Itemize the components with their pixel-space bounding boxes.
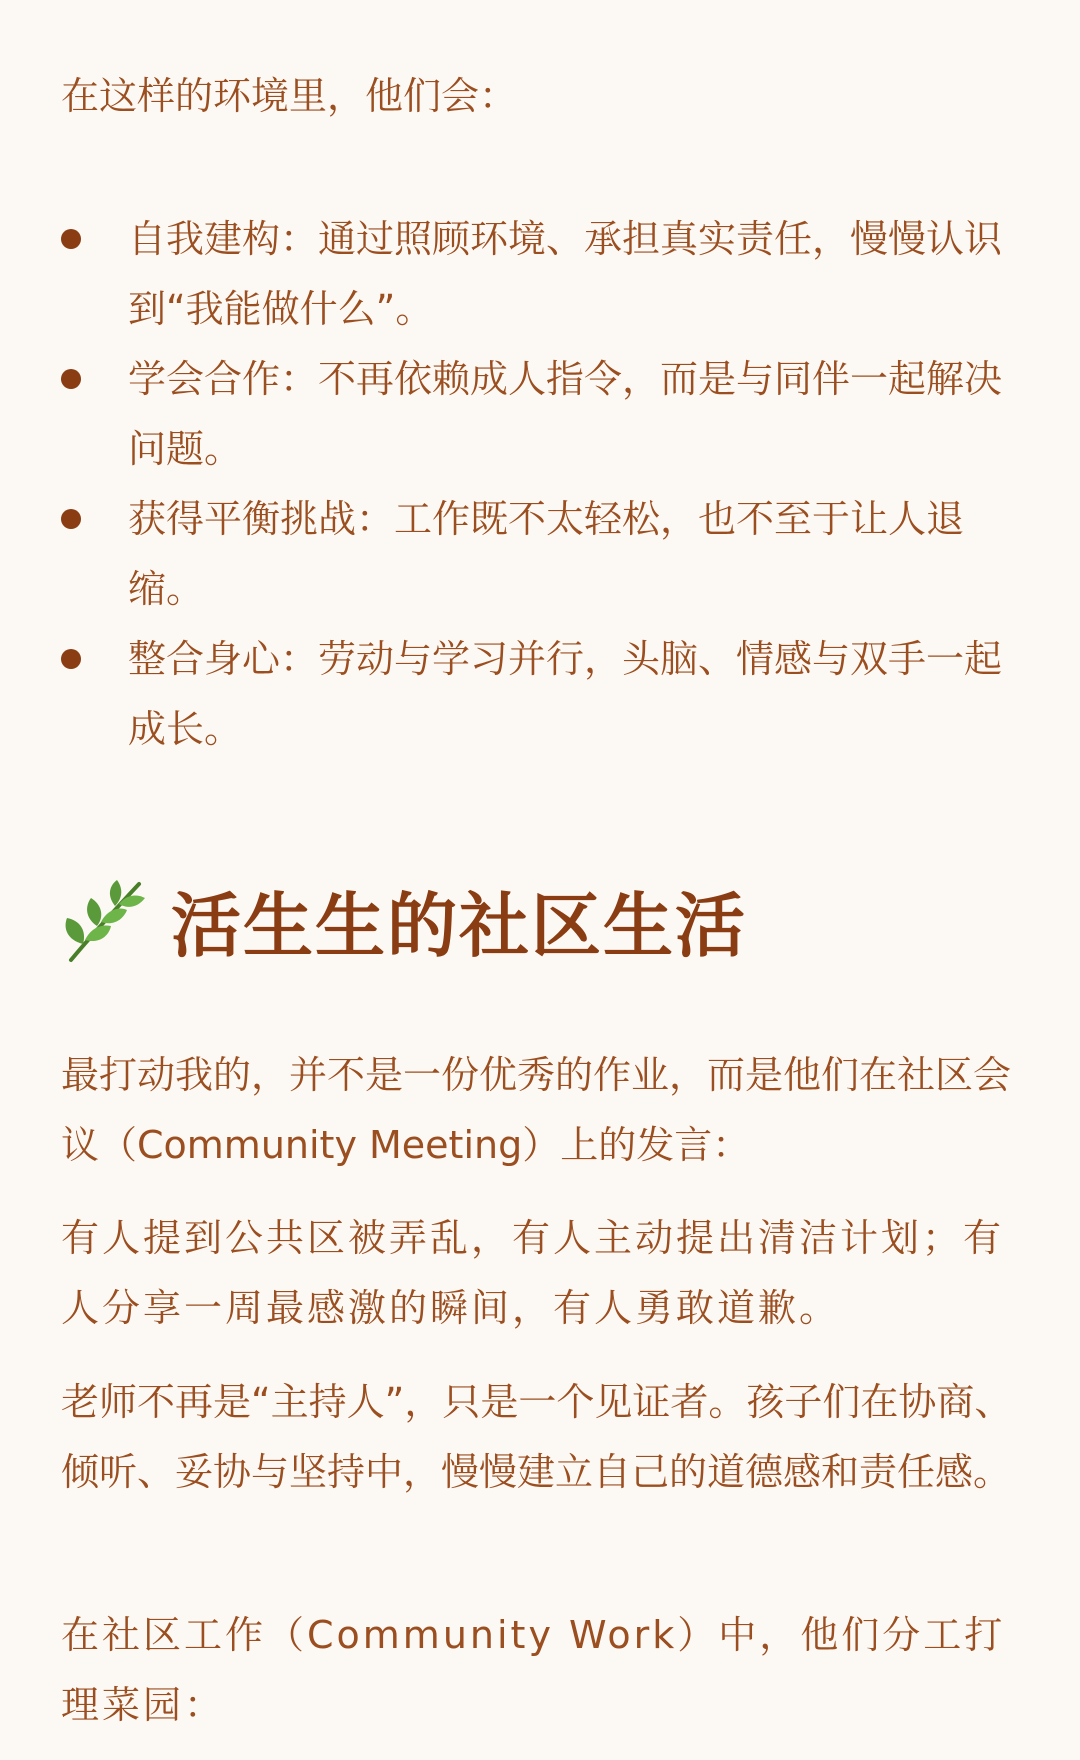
bullet-dot-icon <box>61 509 81 529</box>
bullet-text: 获得平衡挑战：工作既不太轻松，也不至于让人退缩。 <box>128 497 965 611</box>
paragraph-community-work: 在社区工作（Community Work）中，他们分工打理菜园： <box>61 1613 1006 1727</box>
bullet-item-body-mind <box>61 624 1021 764</box>
section-heading <box>61 870 747 970</box>
paragraph-community-meeting: 最打动我的，并不是一份优秀的作业，而是他们在社区会议（Community Meeting）上的发言： <box>61 1053 1012 1167</box>
bullet-text: 自我建构：通过照顾环境、承担真实责任，慢慢认识到“我能做什么”。 <box>128 217 1003 331</box>
bullet-dot-icon <box>61 369 81 389</box>
bullet-item-balanced-challenge <box>61 484 1021 624</box>
bullet-text: 整合身心：劳动与学习并行，头脑、情感与双手一起成长。 <box>128 637 1003 751</box>
bullet-item-cooperation <box>61 344 1021 484</box>
paragraph-meeting-examples: 有人提到公共区被弄乱，有人主动提出清洁计划；有人分享一周最感激的瞬间，有人勇敢道歉。 <box>61 1216 1005 1330</box>
bullet-dot-icon <box>61 649 81 669</box>
paragraph-teacher-role: 老师不再是“主持人”，只是一个见证者。孩子们在协商、倾听、妥协与坚持中，慢慢建立自己的道德感和责任感。 <box>61 1380 1013 1494</box>
intro-text: 在这样的环境里，他们会： <box>61 74 518 118</box>
bullet-list <box>61 204 1021 764</box>
bullet-item-self-construction <box>61 204 1021 344</box>
herb-leaf-icon <box>61 874 149 966</box>
bullet-dot-icon <box>61 229 81 249</box>
section-title: 活生生的社区生活 <box>171 884 747 967</box>
bullet-text: 学会合作：不再依赖成人指令，而是与同伴一起解决问题。 <box>128 357 1003 471</box>
